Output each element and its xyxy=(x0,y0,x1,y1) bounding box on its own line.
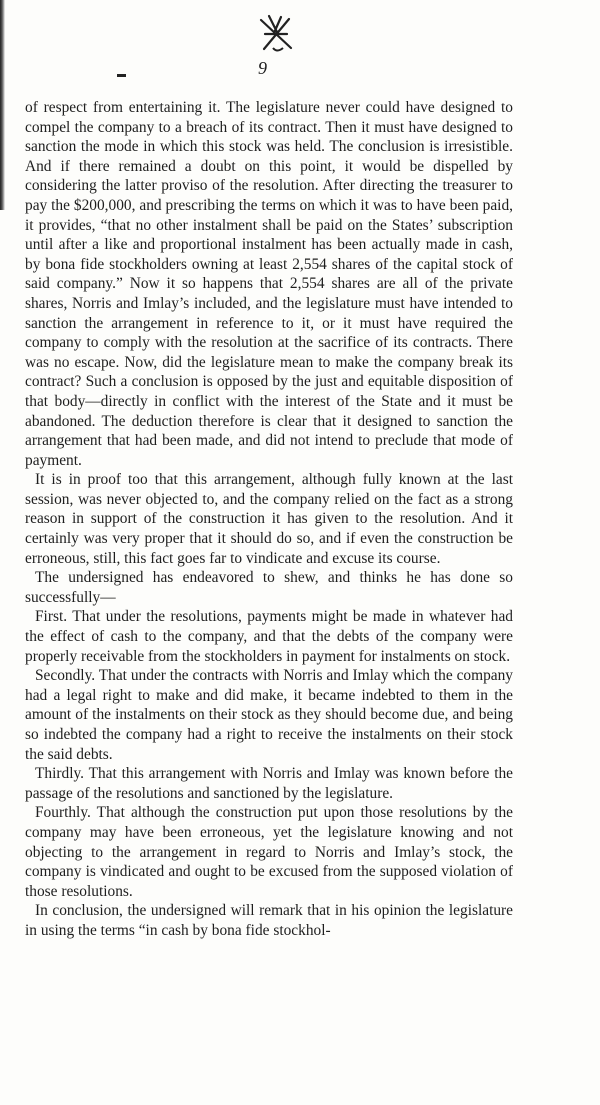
page-number: 9 xyxy=(258,58,267,78)
ink-mark xyxy=(117,74,126,77)
body-text xyxy=(25,98,513,941)
paragraph-fourthly: Fourthly. That although the construction put upon those resolutions by the company may have been erroneous, yet the legislature knowing and not objecting to the arrangement in regard to Norris and Imlay’s stock, the company is vindicated and ought to be excused from the supposed violation of those resolutions. xyxy=(25,804,513,900)
paragraph-summary-intro: The undersigned has endeavored to shew, and thinks he has done so successfully— xyxy=(25,569,513,606)
paragraph-continuation: of respect from entertaining it. The legislature never could have designed to compel the company to a breach of its contract. Then it must have designed to sanction the mode in which this stock was held. The conclusion is irresistible. And if there remained a doubt on this point, it would be dispelled by considering the latter proviso of the resolution. After directing the treasurer to pay the $200,000, and prescribing the terms on which it was to have been paid, it provides, “that no other instalment shall be paid on the States’ subscription until after a like and proportional instalment has been actually made in cash, by bona fide stockholders owning at least 2,554 shares of the capital stock of said company.” Now it so happens that 2,554 shares are all of the private shares, Norris and Imlay’s included, and the legislature must have intended to sanction the arrangement in reference to it, or it must have required the company to comply with the resolution at the sacrifice of its contracts. There was no escape. Now, did the legislature mean to make the company break its contract? Such a conclusion is opposed by the just and equitable disposition of that body—directly in conflict with the interest of the State and it must be abandoned. The deduction therefore is clear that it designed to sanction the arrangement that had been made, and did not intend to preclude that mode of payment. xyxy=(25,99,513,469)
paragraph-conclusion: In conclusion, the undersigned will remark that in his opinion the legislature in using the terms “in cash by bona fide stockhol- xyxy=(25,902,513,939)
paragraph-first: First. That under the resolutions, payments might be made in whatever had the effect of cash to the company, and that the debts of the company were properly receivable from the stockholders in payment for instalments on stock. xyxy=(25,608,513,665)
paragraph-proof: It is in proof too that this arrangement, although fully known at the last session, was never objected to, and the company relied on the fact as a strong reason in support of the construction it has given to the resolution. And it certainly was very proper that it should do so, and if even the construction be erroneous, still, this fact goes far to vindicate and excuse its course. xyxy=(25,471,513,567)
handwritten-mark xyxy=(255,12,299,56)
paragraph-thirdly: Thirdly. That this arrangement with Norris and Imlay was known before the passage of the resolutions and sanctioned by the legislature. xyxy=(25,765,513,802)
page-edge-shadow xyxy=(0,0,5,210)
paragraph-secondly: Secondly. That under the contracts with Norris and Imlay which the company had a legal right to make and did make, it became indebted to them in the amount of the instalments on their stock as they should become due, and being so indebted the company had a right to receive the instalments on their stock the said debts. xyxy=(25,667,513,763)
